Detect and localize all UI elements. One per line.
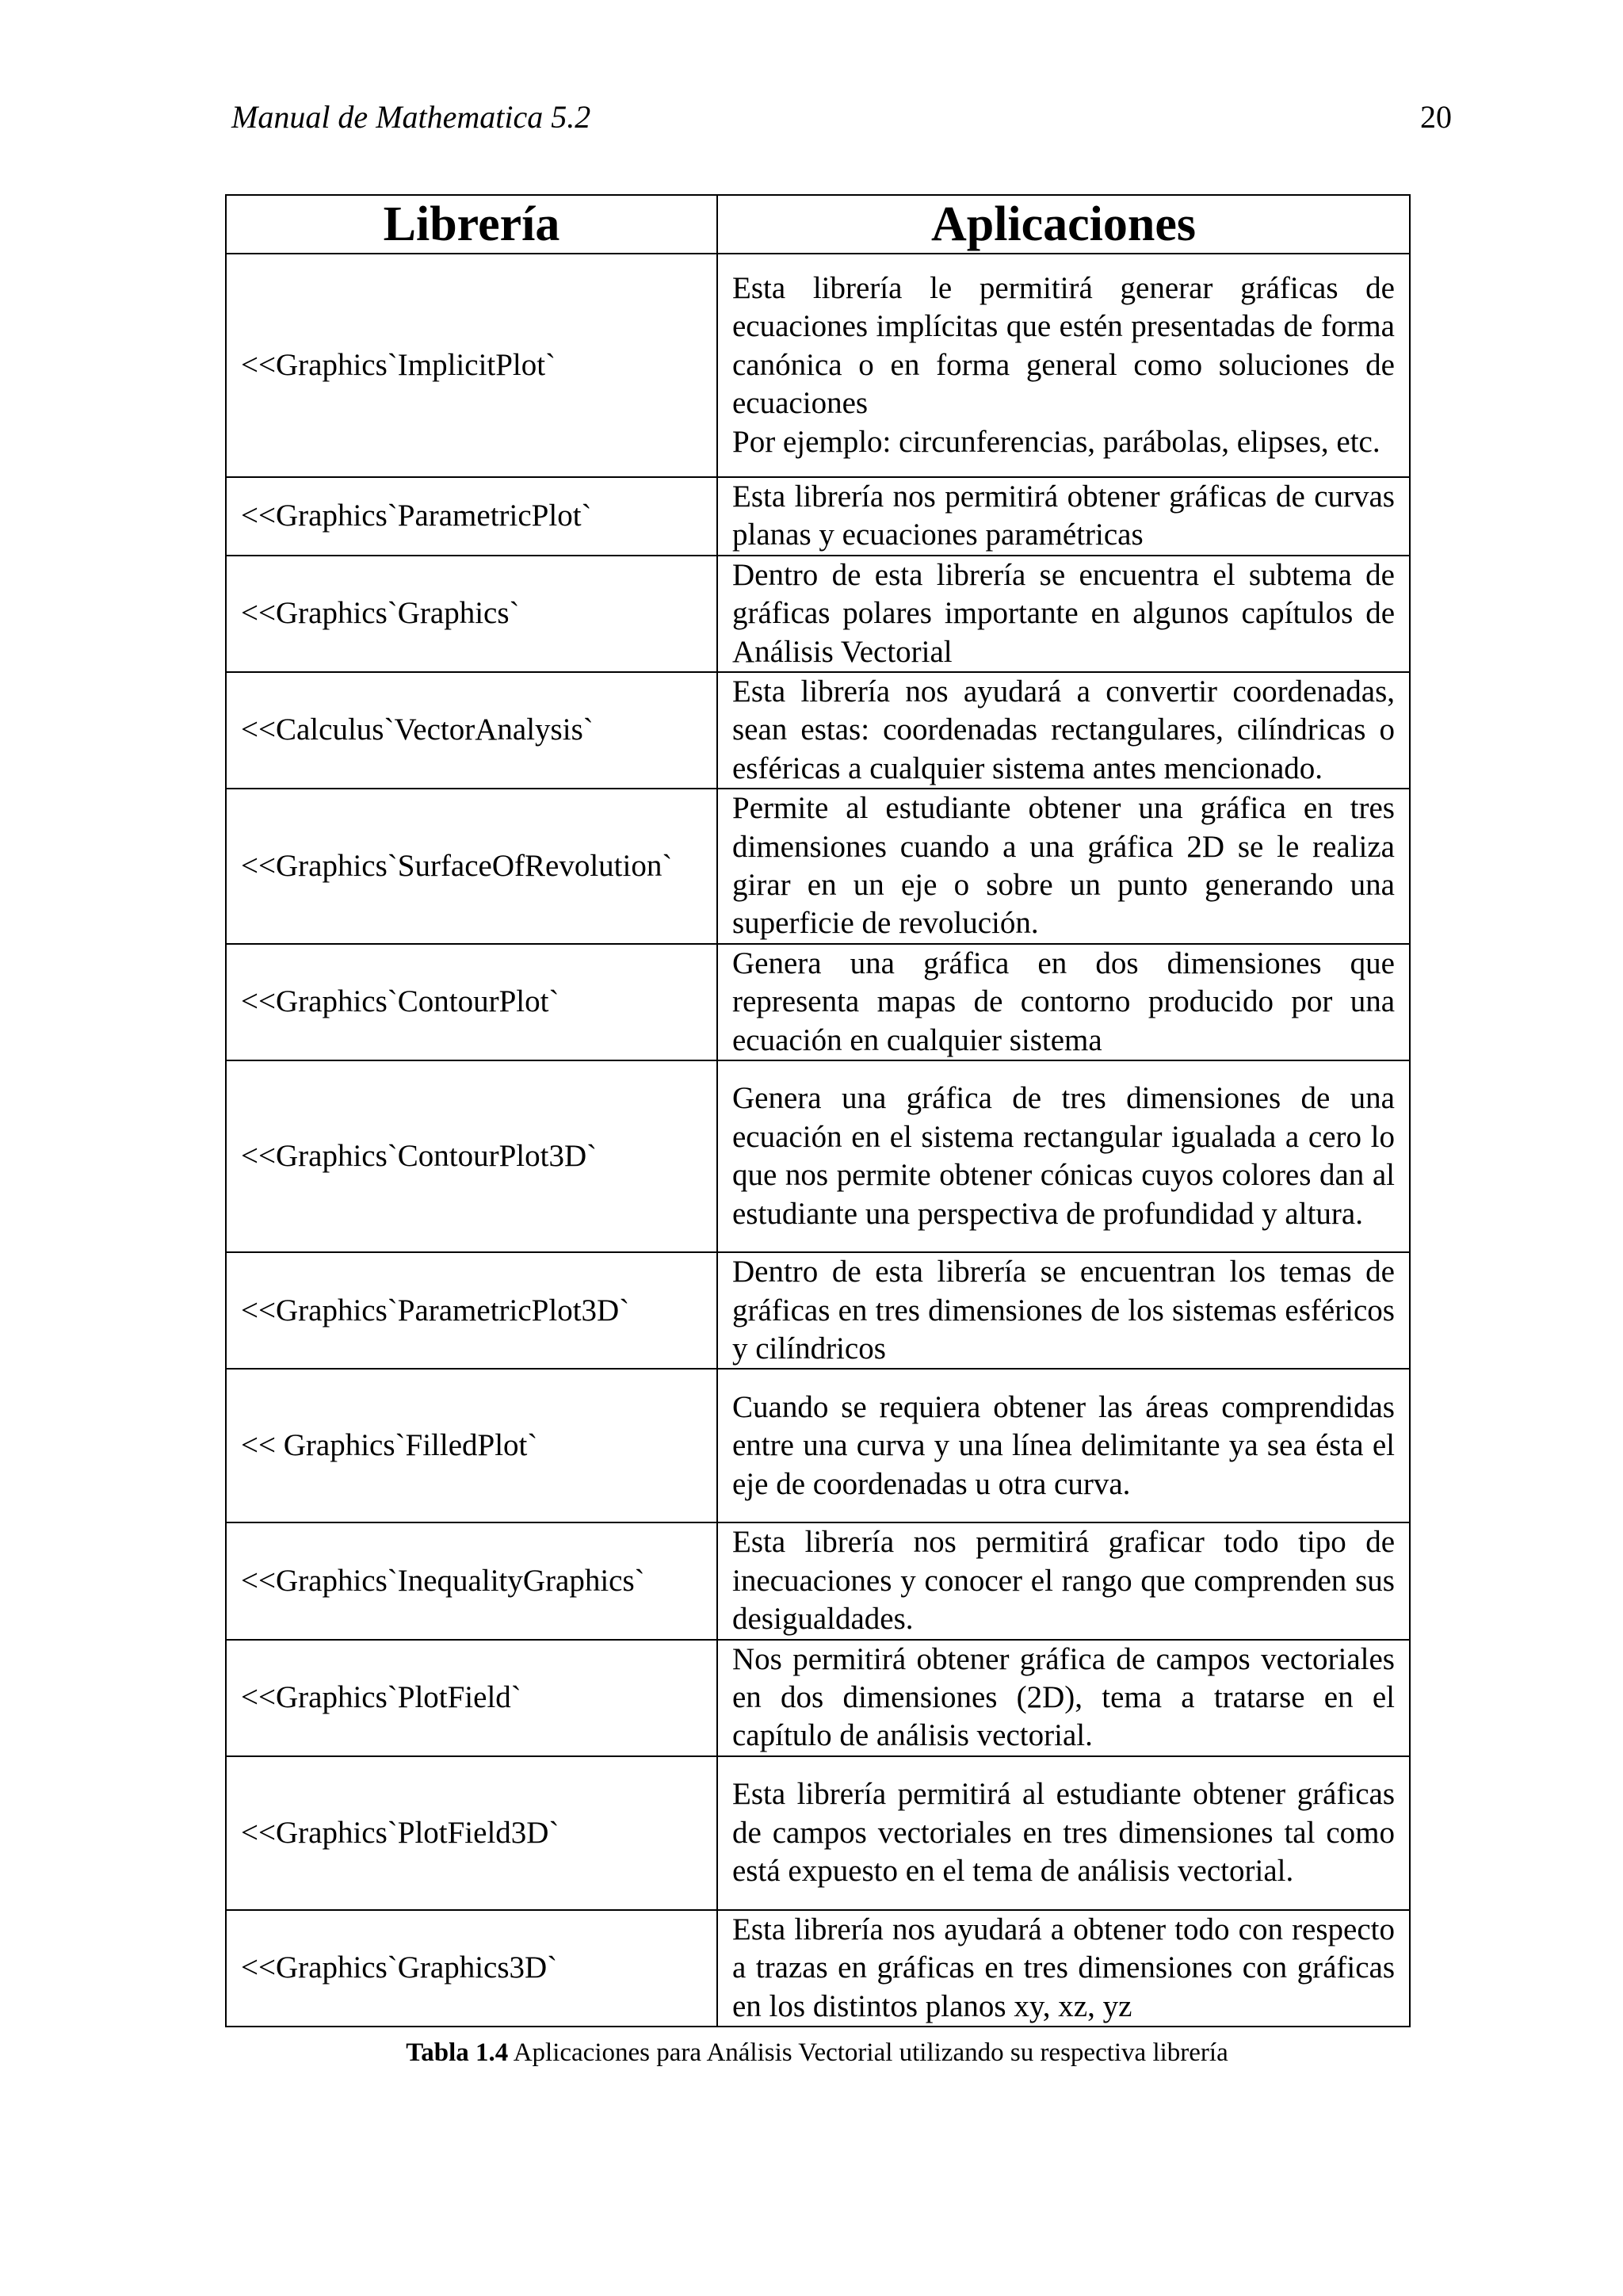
library-cell: <<Graphics`PlotField`: [226, 1640, 717, 1756]
library-cell: <<Graphics`Graphics`: [226, 556, 717, 672]
table-row: [226, 254, 1410, 477]
library-cell: <<Graphics`PlotField3D`: [226, 1756, 717, 1910]
table-row: [226, 1060, 1410, 1252]
library-cell: <<Graphics`SurfaceOfRevolution`: [226, 789, 717, 944]
table-row: [226, 1910, 1410, 2027]
application-cell: Permite al estudiante obtener una gráfica en tres dimensiones cuando a una gráfica 2D se le realiza girar en un eje o sobre un punto generando una superficie de revolución.: [717, 789, 1410, 944]
table-row: [226, 672, 1410, 789]
caption-label: Tabla 1.4: [406, 2038, 509, 2067]
application-cell: Esta librería nos permitirá graficar todo tipo de inecuaciones y conocer el rango que comprenden sus desigualdades.: [717, 1522, 1410, 1639]
libraries-table: [225, 194, 1411, 2027]
application-cell: Nos permitirá obtener gráfica de campos vectoriales en dos dimensiones (2D), tema a tratarse en el capítulo de análisis vectorial.: [717, 1640, 1410, 1756]
application-text: Esta librería le permitirá generar gráficas de ecuaciones implícitas que estén presentadas de forma canónica o en forma general como soluciones de ecuaciones: [732, 270, 1395, 421]
table-caption: [225, 2035, 1409, 2070]
application-cell: Dentro de esta librería se encuentran los temas de gráficas en tres dimensiones de los sistemas esféricos y cilíndricos: [717, 1252, 1410, 1369]
application-cell: Esta librería permitirá al estudiante obtener gráficas de campos vectoriales en tres dimensiones tal como está expuesto en el tema de análisis vectorial.: [717, 1756, 1410, 1910]
library-cell: <<Graphics`ContourPlot3D`: [226, 1060, 717, 1252]
column-header-library: Librería: [226, 195, 717, 254]
application-cell: [717, 254, 1410, 477]
page-number: 20: [1420, 99, 1452, 135]
caption-text: Aplicaciones para Análisis Vectorial utilizando su respectiva librería: [513, 2038, 1228, 2067]
application-cell: Cuando se requiera obtener las áreas comprendidas entre una curva y una línea delimitante ya sea ésta el eje de coordenadas u otra curva.: [717, 1369, 1410, 1522]
table-row: [226, 1369, 1410, 1522]
table-row: [226, 1522, 1410, 1639]
library-cell: <<Graphics`ContourPlot`: [226, 944, 717, 1060]
library-cell: <<Graphics`InequalityGraphics`: [226, 1522, 717, 1639]
application-cell: Esta librería nos permitirá obtener gráficas de curvas planas y ecuaciones paramétricas: [717, 477, 1410, 556]
table-row: [226, 789, 1410, 944]
table-header-row: [226, 195, 1410, 254]
library-cell: <<Graphics`Graphics3D`: [226, 1910, 717, 2027]
application-example-text: Por ejemplo: circunferencias, parábolas, elipses, etc.: [732, 424, 1381, 459]
library-cell: <<Graphics`ParametricPlot`: [226, 477, 717, 556]
application-cell: Esta librería nos ayudará a obtener todo con respecto a trazas en gráficas en tres dimensiones con gráficas en los distintos planos xy, xz, yz: [717, 1910, 1410, 2027]
page-header: [231, 94, 1452, 141]
table-row: [226, 944, 1410, 1060]
application-cell: Esta librería nos ayudará a convertir coordenadas, sean estas: coordenadas rectangulares, cilíndricas o esféricas a cualquier sistema antes mencionado.: [717, 672, 1410, 789]
table-row: [226, 1640, 1410, 1756]
application-cell: Dentro de esta librería se encuentra el subtema de gráficas polares importante en algunos capítulos de Análisis Vectorial: [717, 556, 1410, 672]
application-cell: Genera una gráfica de tres dimensiones de una ecuación en el sistema rectangular igualada a cero lo que nos permite obtener cónicas cuyos colores dan al estudiante una perspectiva de profundidad y altura.: [717, 1060, 1410, 1252]
library-cell: << Graphics`FilledPlot`: [226, 1369, 717, 1522]
table-row: [226, 1756, 1410, 1910]
library-cell: <<Calculus`VectorAnalysis`: [226, 672, 717, 789]
application-cell: Genera una gráfica en dos dimensiones que representa mapas de contorno producido por una ecuación en cualquier sistema: [717, 944, 1410, 1060]
table-row: [226, 1252, 1410, 1369]
table-row: [226, 556, 1410, 672]
table-row: [226, 477, 1410, 556]
library-cell: <<Graphics`ImplicitPlot`: [226, 254, 717, 477]
library-cell: <<Graphics`ParametricPlot3D`: [226, 1252, 717, 1369]
document-title: Manual de Mathematica 5.2: [231, 99, 591, 135]
column-header-applications: Aplicaciones: [717, 195, 1410, 254]
